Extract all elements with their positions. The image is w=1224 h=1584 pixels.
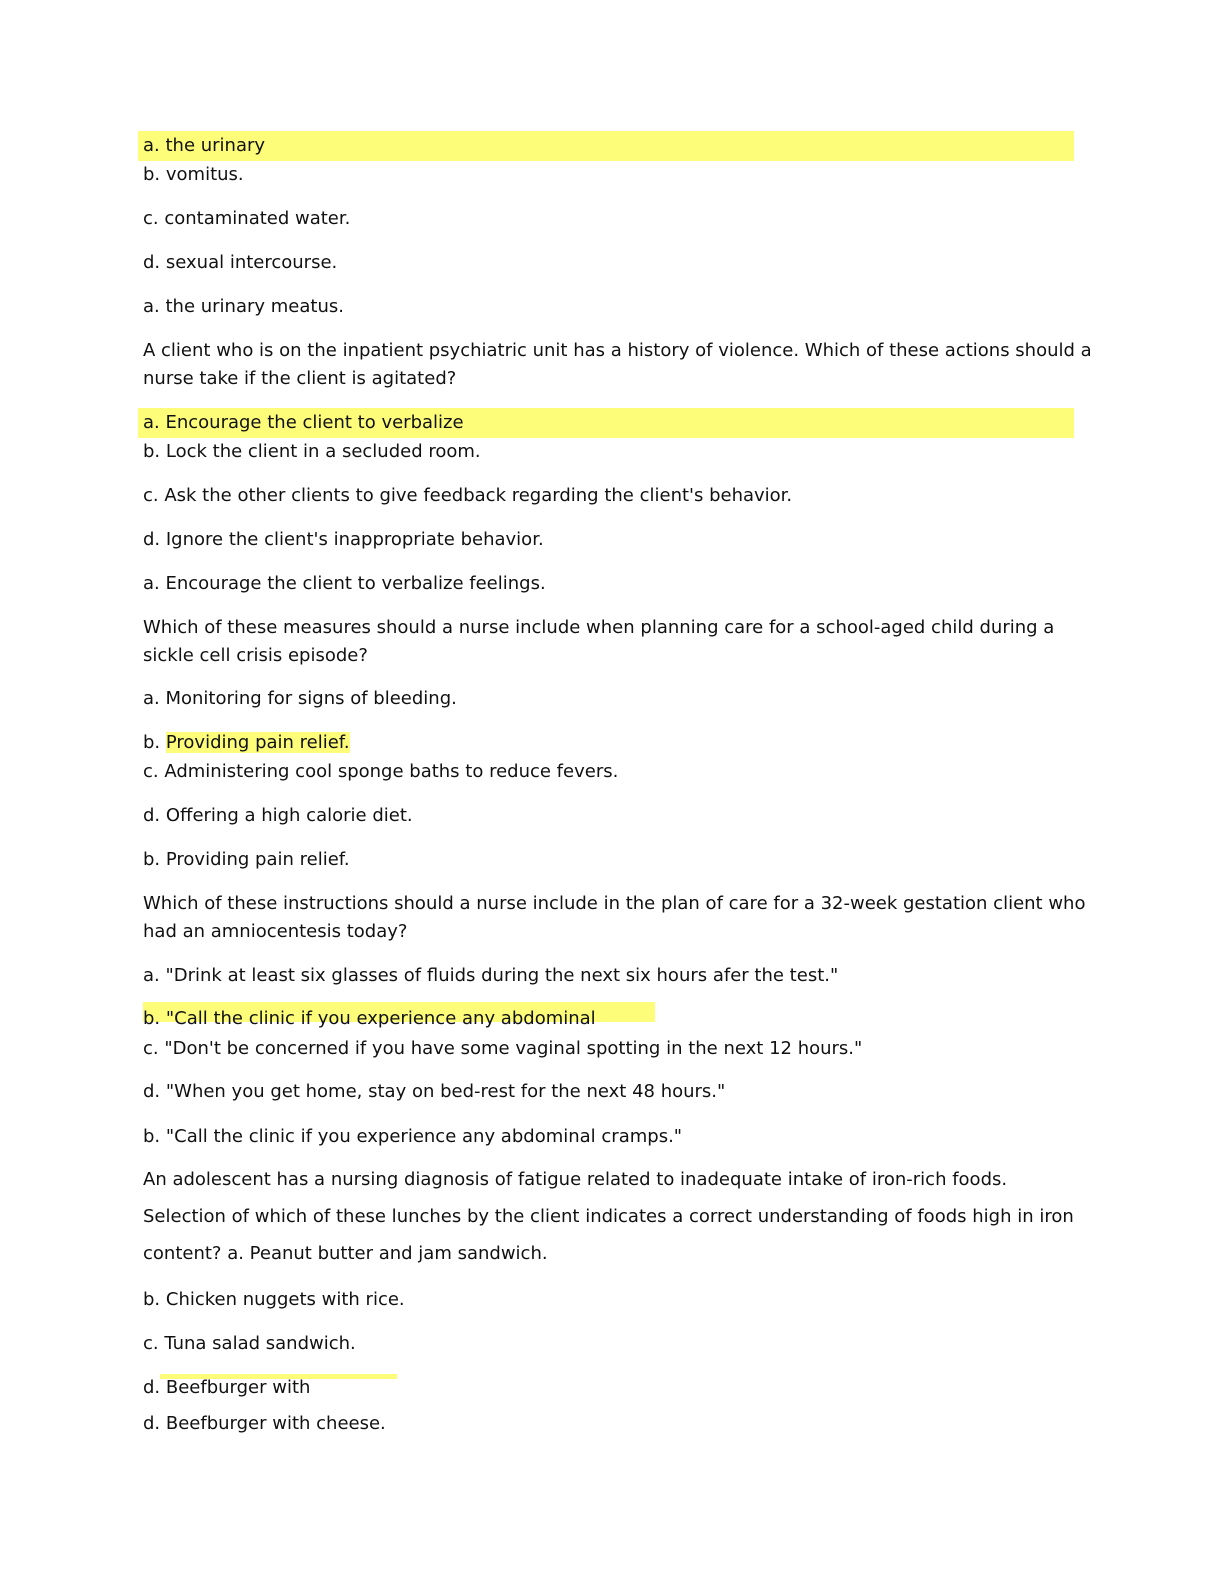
- q3-option-b-prefix: b.: [143, 732, 166, 753]
- q4-stem-line2: had an amniocentesis today?: [143, 921, 408, 942]
- q4-option-b-clipped: [143, 1008, 655, 1030]
- q2-highlighted-answer: a. Encourage the client to verbalize: [143, 412, 464, 433]
- q5-stem-line1: An adolescent has a nursing diagnosis of fatigue related to inadequate intake of iron-rich foods.: [143, 1169, 1008, 1190]
- q3-option-d: d. Offering a high calorie diet.: [143, 805, 413, 826]
- q5-option-b: b. Chicken nuggets with rice.: [143, 1289, 405, 1310]
- q2-option-d: d. Ignore the client's inappropriate behavior.: [143, 529, 544, 550]
- q2-stem-line1: A client who is on the inpatient psychiatric unit has a history of violence. Which of these actions should a: [143, 340, 1092, 361]
- q2-option-c: c. Ask the other clients to give feedback regarding the client's behavior.: [143, 485, 793, 506]
- q5-option-d-partial: d. Beefburger with: [143, 1377, 311, 1398]
- q5-stem-line3: content? a. Peanut butter and jam sandwich.: [143, 1243, 548, 1264]
- q5-stem-line2: Selection of which of these lunches by the client indicates a correct understanding of foods high in iron: [143, 1206, 1074, 1227]
- q4-option-c: c. "Don't be concerned if you have some vaginal spotting in the next 12 hours.": [143, 1038, 863, 1059]
- q1-answer: a. the urinary meatus.: [143, 296, 344, 317]
- q3-stem-line2: sickle cell crisis episode?: [143, 645, 368, 666]
- q4-option-b-cut-text: b. "Call the clinic if you experience any abdominal: [143, 1008, 596, 1029]
- q4-option-d: d. "When you get home, stay on bed-rest for the next 48 hours.": [143, 1081, 726, 1102]
- q1-option-d: d. sexual intercourse.: [143, 252, 338, 273]
- q2-stem-line2: nurse take if the client is agitated?: [143, 368, 457, 389]
- q2-option-b: b. Lock the client in a secluded room.: [143, 441, 481, 462]
- q1-highlighted-answer: a. the urinary: [143, 135, 266, 156]
- q3-option-b-highlight: Providing pain relief.: [165, 732, 350, 753]
- q3-stem-line1: Which of these measures should a nurse include when planning care for a school-aged child during a: [143, 617, 1055, 638]
- q5-option-c: c. Tuna salad sandwich.: [143, 1333, 356, 1354]
- q4-option-a: a. "Drink at least six glasses of fluids during the next six hours afer the test.": [143, 965, 839, 986]
- q3-option-c: c. Administering cool sponge baths to reduce fevers.: [143, 761, 619, 782]
- q4-answer: b. "Call the clinic if you experience any abdominal cramps.": [143, 1126, 683, 1147]
- q3-option-a: a. Monitoring for signs of bleeding.: [143, 688, 457, 709]
- q2-answer: a. Encourage the client to verbalize feelings.: [143, 573, 546, 594]
- q1-option-c: c. contaminated water.: [143, 208, 351, 229]
- highlight-bar-q1: [138, 131, 1074, 161]
- q5-answer: d. Beefburger with cheese.: [143, 1413, 386, 1434]
- q3-answer: b. Providing pain relief.: [143, 849, 350, 870]
- q3-option-b: [143, 729, 350, 757]
- q4-stem-line1: Which of these instructions should a nurse include in the plan of care for a 32-week gestation client who: [143, 893, 1086, 914]
- q1-option-b: b. vomitus.: [143, 164, 244, 185]
